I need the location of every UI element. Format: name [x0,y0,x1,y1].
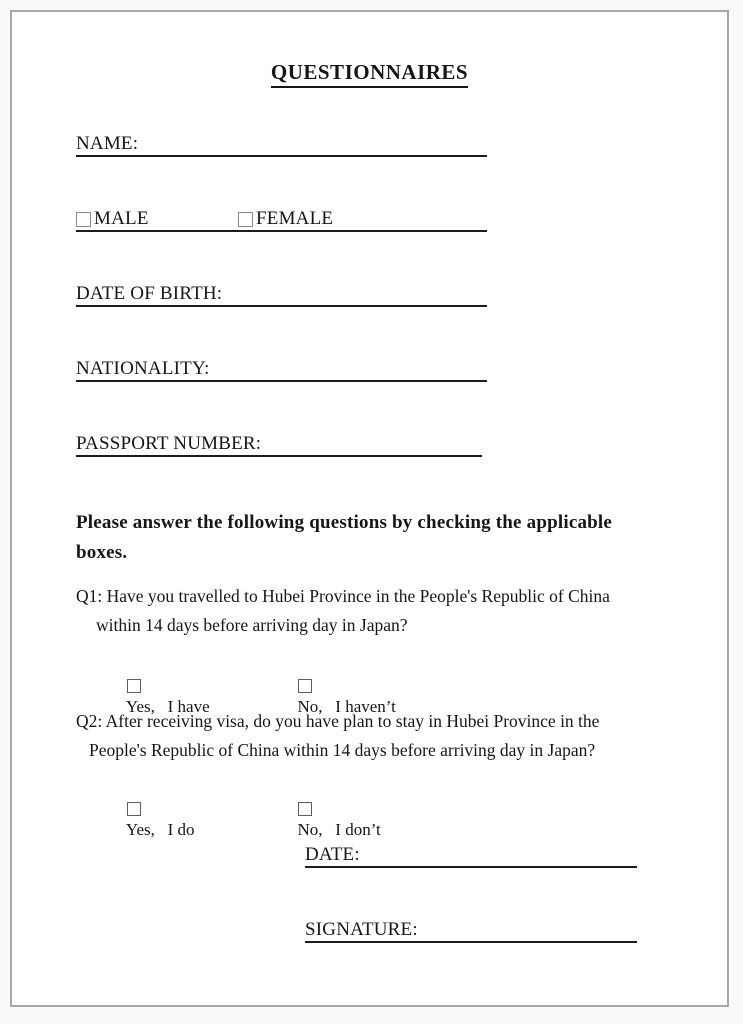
passport-label: PASSPORT NUMBER: [76,433,262,454]
q1-yes-checkbox[interactable] [127,679,141,693]
date-label: DATE: [305,844,360,865]
q1-answers-row [76,657,596,716]
q1-no-label: No, I haven’t [297,697,396,716]
nationality-field-row [76,358,487,382]
dob-input-line[interactable] [222,283,487,305]
q1-text-line2: within 14 days before arriving day in Japan? [96,615,408,635]
instructions-line1: Please answer the following questions by checking the applicable [76,512,613,533]
q2-text-line1: After receiving visa, do you have plan to stay in Hubei Province in the [105,711,600,731]
signature-input-line[interactable] [418,919,637,941]
question-q1 [76,582,686,640]
nationality-label: NATIONALITY: [76,358,210,379]
female-option[interactable] [238,208,333,230]
passport-input-line[interactable] [261,433,482,455]
q2-answers-row [76,780,596,839]
q2-yes-checkbox[interactable] [127,802,141,816]
dob-label: DATE OF BIRTH: [76,283,223,304]
page-title [12,60,727,88]
q2-yes-label: Yes, I do [125,820,195,839]
dob-field-row [76,283,487,307]
name-label: NAME: [76,133,139,154]
male-option[interactable] [76,208,149,230]
q2-text-line2: People's Republic of China within 14 days before arriving day in Japan? [89,740,596,760]
date-input-line[interactable] [360,844,637,866]
q2-number: Q2: [76,711,103,731]
question-q2 [76,707,686,765]
q1-no-checkbox[interactable] [298,679,312,693]
q2-line1 [76,707,686,736]
gender-field-row [76,208,487,232]
female-checkbox[interactable] [238,212,253,227]
q2-no-checkbox[interactable] [298,802,312,816]
questionnaire-page [10,10,729,1007]
instructions-line2: boxes. [76,542,128,563]
q1-number: Q1: [76,586,103,606]
female-label: FEMALE [256,208,334,229]
q1-yes-label: Yes, I have [125,697,210,716]
male-checkbox[interactable] [76,212,91,227]
nationality-input-line[interactable] [210,358,487,380]
name-field-row [76,133,487,157]
date-field-row [305,844,637,868]
signature-field-row [305,919,637,943]
q1-line1 [76,582,686,611]
q2-no-label: No, I don’t [297,820,381,839]
passport-field-row [76,433,482,457]
q2-yes-option[interactable] [101,780,195,860]
name-input-line[interactable] [138,133,487,155]
signature-label: SIGNATURE: [305,919,418,940]
q1-text-line1: Have you travelled to Hubei Province in the People's Republic of China [106,586,610,606]
instructions-text [76,508,612,568]
page-title-text: QUESTIONNAIRES [271,60,468,88]
male-label: MALE [94,208,149,229]
